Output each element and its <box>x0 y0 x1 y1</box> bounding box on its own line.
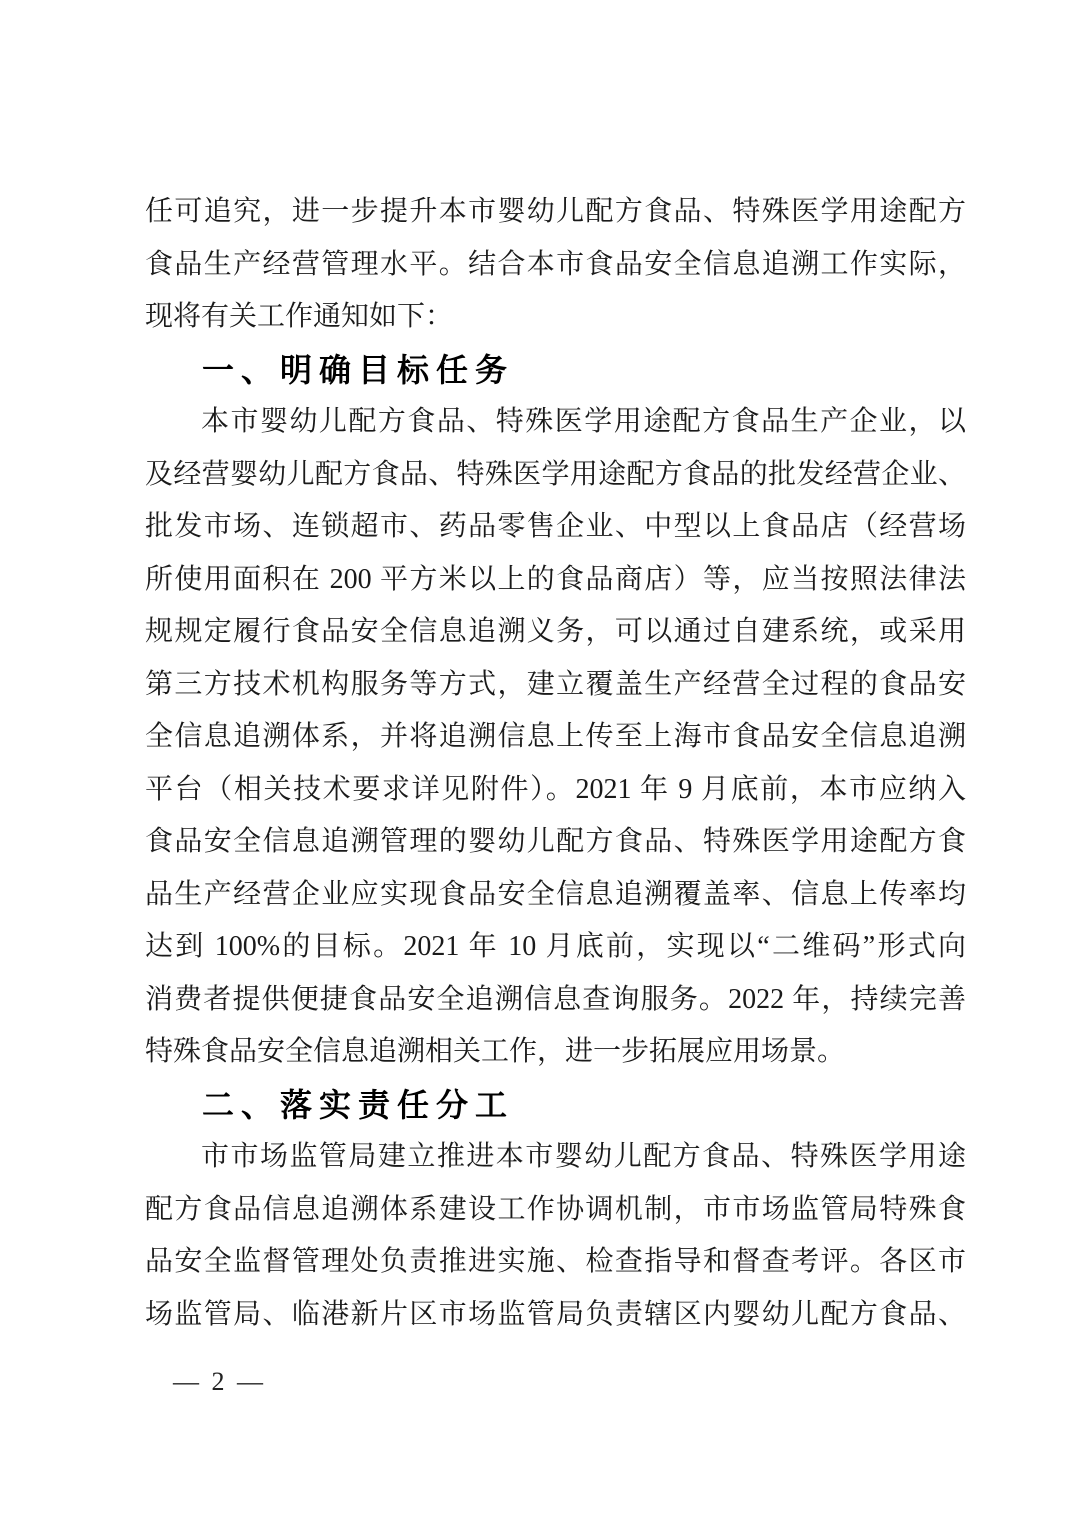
text-line: 品生产经营企业应实现食品安全信息追溯覆盖率、信息上传率均 <box>145 878 966 910</box>
paragraph <box>145 396 966 1079</box>
section-heading: 一、明确目标任务 <box>202 351 515 388</box>
text-line: 特殊食品安全信息追溯相关工作，进一步拓展应用场景。 <box>145 1036 846 1067</box>
text-line: 规规定履行食品安全信息追溯义务，可以通过自建系统，或采用 <box>145 616 966 647</box>
text-line: 及经营婴幼儿配方食品、特殊医学用途配方食品的批发经营企业、 <box>145 458 966 490</box>
text-line: 现将有关工作通知如下： <box>145 301 454 332</box>
text-line: 消费者提供便捷食品安全追溯信息查询服务。2022 年，持续完善 <box>145 983 966 1015</box>
text-line: 达到 100%的目标。2021 年 10 月底前，实现以“二维码”形式向 <box>145 931 966 962</box>
text-line: 本市婴幼儿配方食品、特殊医学用途配方食品生产企业，以 <box>201 406 966 437</box>
text-line: 全信息追溯体系，并将追溯信息上传至上海市食品安全信息追溯 <box>145 721 966 752</box>
text-line: 食品安全信息追溯管理的婴幼儿配方食品、特殊医学用途配方食 <box>145 826 966 857</box>
text-line: 品安全监督管理处负责推进实施、检查指导和督查考评。各区市 <box>145 1246 966 1277</box>
section-heading: 二、落实责任分工 <box>202 1086 515 1123</box>
paragraph <box>145 1131 966 1341</box>
text-line: 场监管局、临港新片区市场监管局负责辖区内婴幼儿配方食品、 <box>145 1298 966 1330</box>
text-line: 食品生产经营管理水平。结合本市食品安全信息追溯工作实际， <box>145 248 966 280</box>
text-line: 所使用面积在 200 平方米以上的食品商店）等，应当按照法律法 <box>145 563 966 595</box>
text-line: 平台（相关技术要求详见附件）。2021 年 9 月底前，本市应纳入 <box>145 773 966 805</box>
text-line: 批发市场、连锁超市、药品零售企业、中型以上食品店（经营场 <box>145 511 966 542</box>
text-line: 任可追究，进一步提升本市婴幼儿配方食品、特殊医学用途配方 <box>145 196 966 227</box>
text-line: 第三方技术机构服务等方式，建立覆盖生产经营全过程的食品安 <box>145 668 966 700</box>
document-body <box>145 186 966 1341</box>
page-number: — 2 — <box>173 1367 266 1396</box>
text-line: 配方食品信息追溯体系建设工作协调机制，市市场监管局特殊食 <box>145 1193 966 1225</box>
paragraph <box>145 186 966 344</box>
text-line: 市市场监管局建立推进本市婴幼儿配方食品、特殊医学用途 <box>201 1141 966 1172</box>
